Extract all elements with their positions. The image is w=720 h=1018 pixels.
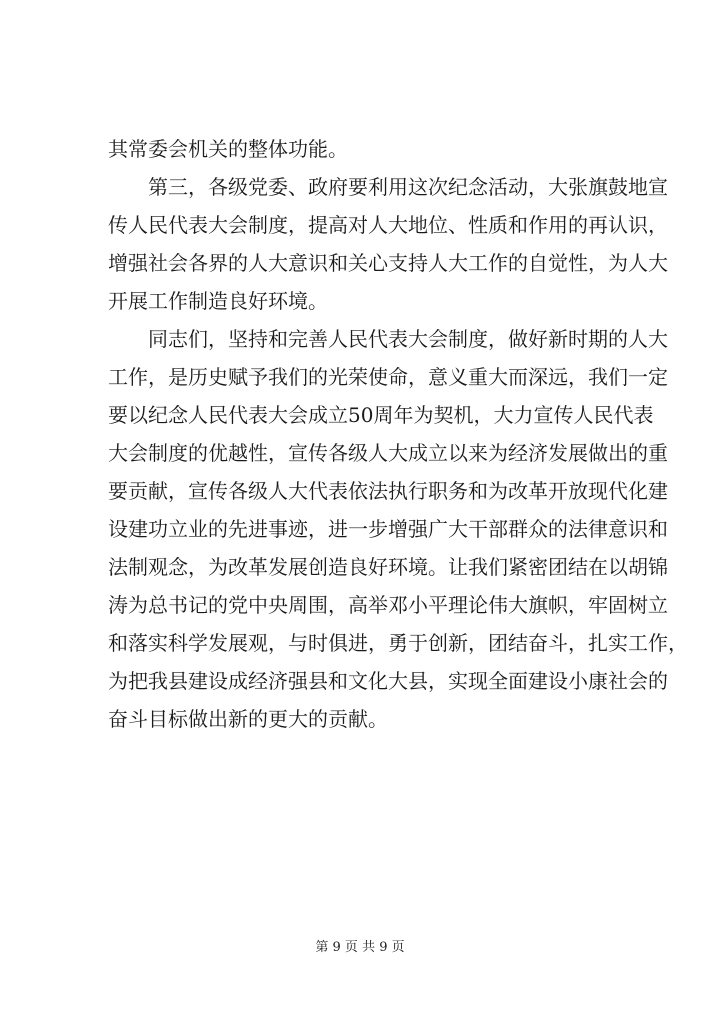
text-line: 要以纪念人民代表大会成立50周年为契机，大力宣传人民代表 — [108, 403, 654, 427]
body-text — [108, 130, 688, 738]
text-line: 和落实科学发展观，与时俱进，勇于创新，团结奋斗，扎实工作， — [108, 631, 688, 655]
text-line: 为把我县建设成经济强县和文化大县，实现全面建设小康社会的 — [108, 669, 668, 693]
text-line: 工作，是历史赋予我们的光荣使命，意义重大而深远，我们一定 — [108, 365, 668, 389]
text-line: 设建功立业的先进事迹，进一步增强广大干部群众的法律意识和 — [108, 517, 668, 541]
text-line: 传人民代表大会制度，提高对人大地位、性质和作用的再认识， — [108, 213, 668, 237]
text-line: 大会制度的优越性，宣传各级人大成立以来为经济发展做出的重 — [108, 441, 668, 465]
text-line: 增强社会各界的人大意识和关心支持人大工作的自觉性，为人大 — [108, 251, 668, 275]
text-line: 法制观念，为改革发展创造良好环境。让我们紧密团结在以胡锦 — [108, 555, 668, 579]
text-line: 其常委会机关的整体功能。 — [108, 137, 348, 161]
text-line: 第三，各级党委、政府要利用这次纪念活动，大张旗鼓地宣 — [108, 175, 668, 199]
text-line: 开展工作制造良好环境。 — [108, 289, 328, 313]
text-line: 奋斗目标做出新的更大的贡献。 — [108, 707, 388, 731]
text-line: 同志们，坚持和完善人民代表大会制度，做好新时期的人大 — [108, 327, 668, 351]
text-line: 涛为总书记的党中央周围，高举邓小平理论伟大旗帜，牢固树立 — [108, 593, 668, 617]
text-line: 要贡献，宣传各级人大代表依法执行职务和为改革开放现代化建 — [108, 479, 668, 503]
page-footer: 第 9 页 共 9 页 — [315, 940, 405, 955]
